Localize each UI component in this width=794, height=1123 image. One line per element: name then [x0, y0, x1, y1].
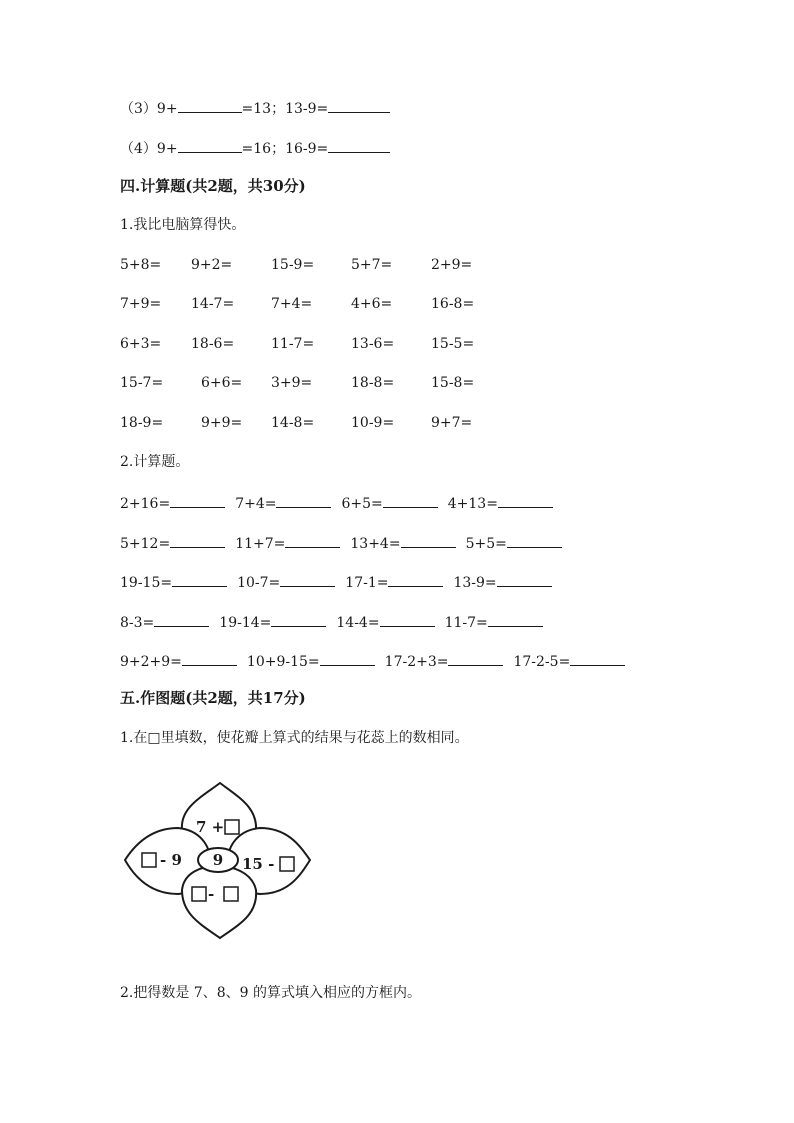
calc-expression: 13-9=	[453, 575, 497, 591]
quick-calc-item: 7+4=	[271, 296, 313, 312]
calc-expression: 9+2+9=	[120, 654, 182, 670]
calc-expression: 17-2-5=	[513, 654, 571, 670]
calc-expression: 10-7=	[237, 575, 281, 591]
answer-box	[142, 853, 156, 867]
right-petal-expr: 15 -	[242, 855, 275, 873]
quick-calc-item: 6+3=	[120, 336, 162, 352]
calc-expression: 5+12=	[120, 536, 171, 552]
quick-calc-item: 2+9=	[431, 257, 473, 273]
quick-calc-item: 14-8=	[271, 415, 315, 431]
quick-calc-item: 5+7=	[351, 257, 393, 273]
calc-expression: 13+4=	[350, 536, 401, 552]
answer-blank[interactable]	[276, 493, 331, 508]
fill-blank-3	[120, 98, 390, 118]
section4-q1-title: 1.我比电脑算得快。	[120, 217, 246, 233]
quick-calc-item: 10-9=	[351, 415, 395, 431]
calc-row	[120, 533, 572, 553]
answer-blank[interactable]	[170, 493, 225, 508]
calc-row	[120, 612, 553, 632]
calc-expression: 10+9-15=	[246, 654, 320, 670]
answer-blank[interactable]	[320, 651, 375, 666]
quick-calc-item: 4+6=	[351, 296, 393, 312]
quick-calc-item: 6+6=	[201, 375, 243, 391]
quick-calc-item: 7+9=	[120, 296, 162, 312]
quick-calc-item: 15-7=	[120, 375, 164, 391]
quick-calc-item: 18-8=	[351, 375, 395, 391]
answer-blank[interactable]	[154, 612, 209, 627]
quick-calc-item: 9+9=	[201, 415, 243, 431]
fill-blank-4-prefix: （4）9+	[120, 141, 178, 157]
quick-calc-item: 13-6=	[351, 336, 395, 352]
calc-expression: 5+5=	[465, 536, 507, 552]
calc-expression: 7+4=	[235, 496, 277, 512]
answer-blank[interactable]	[507, 533, 562, 548]
quick-calc-item: 5+8=	[120, 257, 162, 273]
top-petal-expr: 7 +	[196, 818, 225, 836]
answer-blank[interactable]	[178, 98, 242, 113]
answer-box	[225, 820, 239, 834]
left-petal-expr: - 9	[160, 851, 182, 869]
fill-blank-3-mid: =13；13-9=	[241, 101, 329, 117]
calc-expression: 8-3=	[120, 615, 155, 631]
fill-blank-3-prefix: （3）9+	[120, 101, 178, 117]
answer-blank[interactable]	[178, 138, 242, 153]
answer-blank[interactable]	[172, 572, 227, 587]
answer-blank[interactable]	[497, 572, 552, 587]
answer-blank[interactable]	[498, 493, 553, 508]
section5-q1-title: 1.在□里填数，使花瓣上算式的结果与花蕊上的数相同。	[120, 730, 469, 746]
answer-blank[interactable]	[570, 651, 625, 666]
answer-blank[interactable]	[448, 651, 503, 666]
quick-calc-item: 16-8=	[431, 296, 475, 312]
answer-blank[interactable]	[280, 572, 335, 587]
section5-heading: 五.作图题(共2题，共17分)	[120, 689, 306, 707]
section4-q2-title: 2.计算题。	[120, 454, 190, 470]
answer-box	[280, 857, 294, 871]
calc-expression: 11+7=	[235, 536, 286, 552]
quick-calc-item: 15-5=	[431, 336, 475, 352]
calc-row	[120, 572, 562, 592]
calc-expression: 19-14=	[219, 615, 272, 631]
flower-svg	[120, 780, 316, 942]
answer-blank[interactable]	[170, 533, 225, 548]
answer-blank[interactable]	[328, 98, 390, 113]
answer-blank[interactable]	[383, 493, 438, 508]
quick-calc-item: 9+7=	[431, 415, 473, 431]
quick-calc-item: 14-7=	[191, 296, 235, 312]
calc-expression: 17-1=	[345, 575, 389, 591]
fill-blank-4-mid: =16；16-9=	[241, 141, 329, 157]
section5-q2-title: 2.把得数是 7、8、9 的算式填入相应的方框内。	[120, 985, 421, 1001]
answer-blank[interactable]	[401, 533, 456, 548]
answer-blank[interactable]	[388, 572, 443, 587]
answer-blank[interactable]	[271, 612, 326, 627]
quick-calc-item: 11-7=	[271, 336, 315, 352]
quick-calc-item: 15-9=	[271, 257, 315, 273]
quick-calc-item: 18-6=	[191, 336, 235, 352]
quick-calc-item: 15-8=	[431, 375, 475, 391]
calc-row	[120, 651, 635, 671]
calc-expression: 19-15=	[120, 575, 173, 591]
answer-box	[224, 887, 238, 901]
flower-diagram	[120, 780, 316, 942]
calc-expression: 11-7=	[444, 615, 488, 631]
fill-blank-4	[120, 138, 390, 158]
calc-expression: 6+5=	[341, 496, 383, 512]
bottom-petal	[182, 866, 256, 938]
bottom-petal-expr: -	[208, 885, 215, 903]
answer-blank[interactable]	[380, 612, 435, 627]
calc-expression: 14-4=	[336, 615, 380, 631]
calc-row	[120, 493, 563, 513]
answer-blank[interactable]	[182, 651, 237, 666]
section4-heading: 四.计算题(共2题，共30分)	[120, 177, 306, 195]
calc-expression: 17-2+3=	[384, 654, 449, 670]
center-number: 9	[212, 851, 224, 869]
quick-calc-item: 18-9=	[120, 415, 164, 431]
answer-blank[interactable]	[488, 612, 543, 627]
answer-blank[interactable]	[285, 533, 340, 548]
calc-expression: 2+16=	[120, 496, 171, 512]
quick-calc-item: 3+9=	[271, 375, 313, 391]
answer-box	[192, 887, 206, 901]
calc-expression: 4+13=	[447, 496, 498, 512]
answer-blank[interactable]	[328, 138, 390, 153]
quick-calc-item: 9+2=	[191, 257, 233, 273]
